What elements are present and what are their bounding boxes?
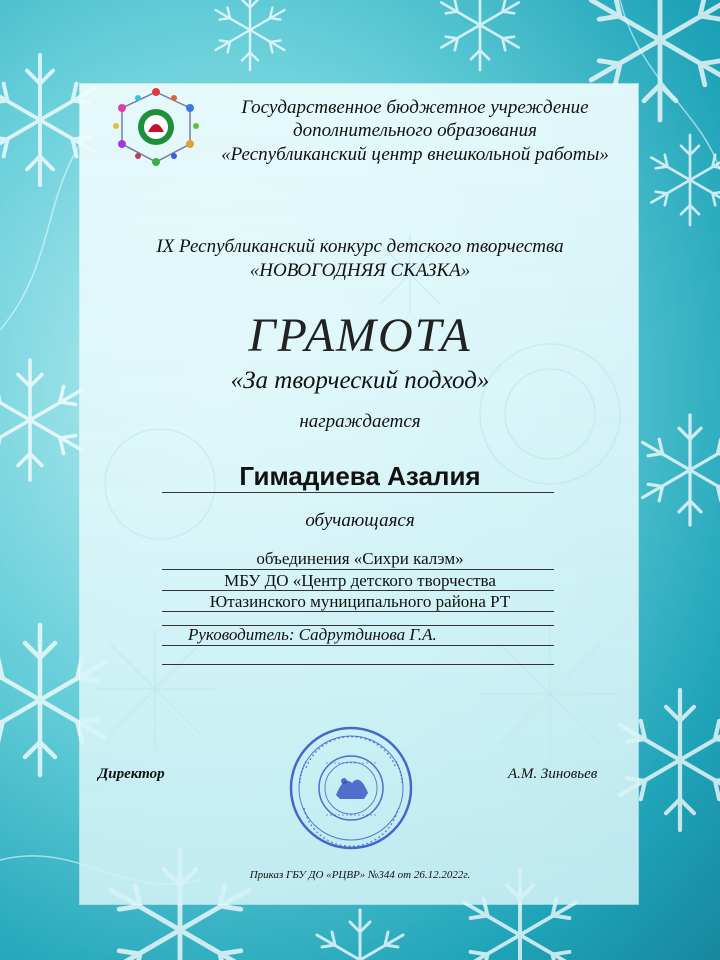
district-line: Ютазинского муниципального района РТ: [209, 592, 511, 611]
institution-line: МБУ ДО «Центр детского творчества: [224, 571, 496, 590]
nomination: «За творческий подход»: [230, 367, 490, 394]
official-stamp-icon: [286, 723, 416, 853]
recipient-status: обучающаяся: [305, 510, 415, 531]
awarded-label: награждается: [299, 411, 421, 432]
org-line-2: дополнительного образования: [293, 120, 537, 141]
underline: [162, 590, 554, 591]
association-line: объединения «Сихри калэм»: [256, 549, 464, 568]
director-label: Директор: [98, 766, 165, 782]
underline: [162, 611, 554, 612]
recipient-name: Гимадиева Азалия: [239, 461, 481, 491]
underline: [162, 569, 554, 570]
underline: [162, 645, 554, 646]
org-line-1: Государственное бюджетное учреждение: [241, 97, 589, 118]
order-text: Приказ ГБУ ДО «РЦВР» №344 от 26.12.2022г.: [249, 869, 471, 881]
contest-line-2: «НОВОГОДНЯЯ СКАЗКА»: [249, 260, 471, 281]
org-line-3: «Республиканский центр внешкольной работы»: [221, 144, 609, 165]
contest-line-1: IX Республиканский конкурс детского творчества: [156, 236, 564, 257]
certificate-title: ГРАМОТА: [248, 309, 472, 362]
underline: [162, 492, 554, 493]
director-name: А.М. Зиновьев: [508, 766, 598, 782]
leader-line: Руководитель: Садрутдинова Г.А.: [188, 625, 437, 644]
underline: [162, 664, 554, 665]
